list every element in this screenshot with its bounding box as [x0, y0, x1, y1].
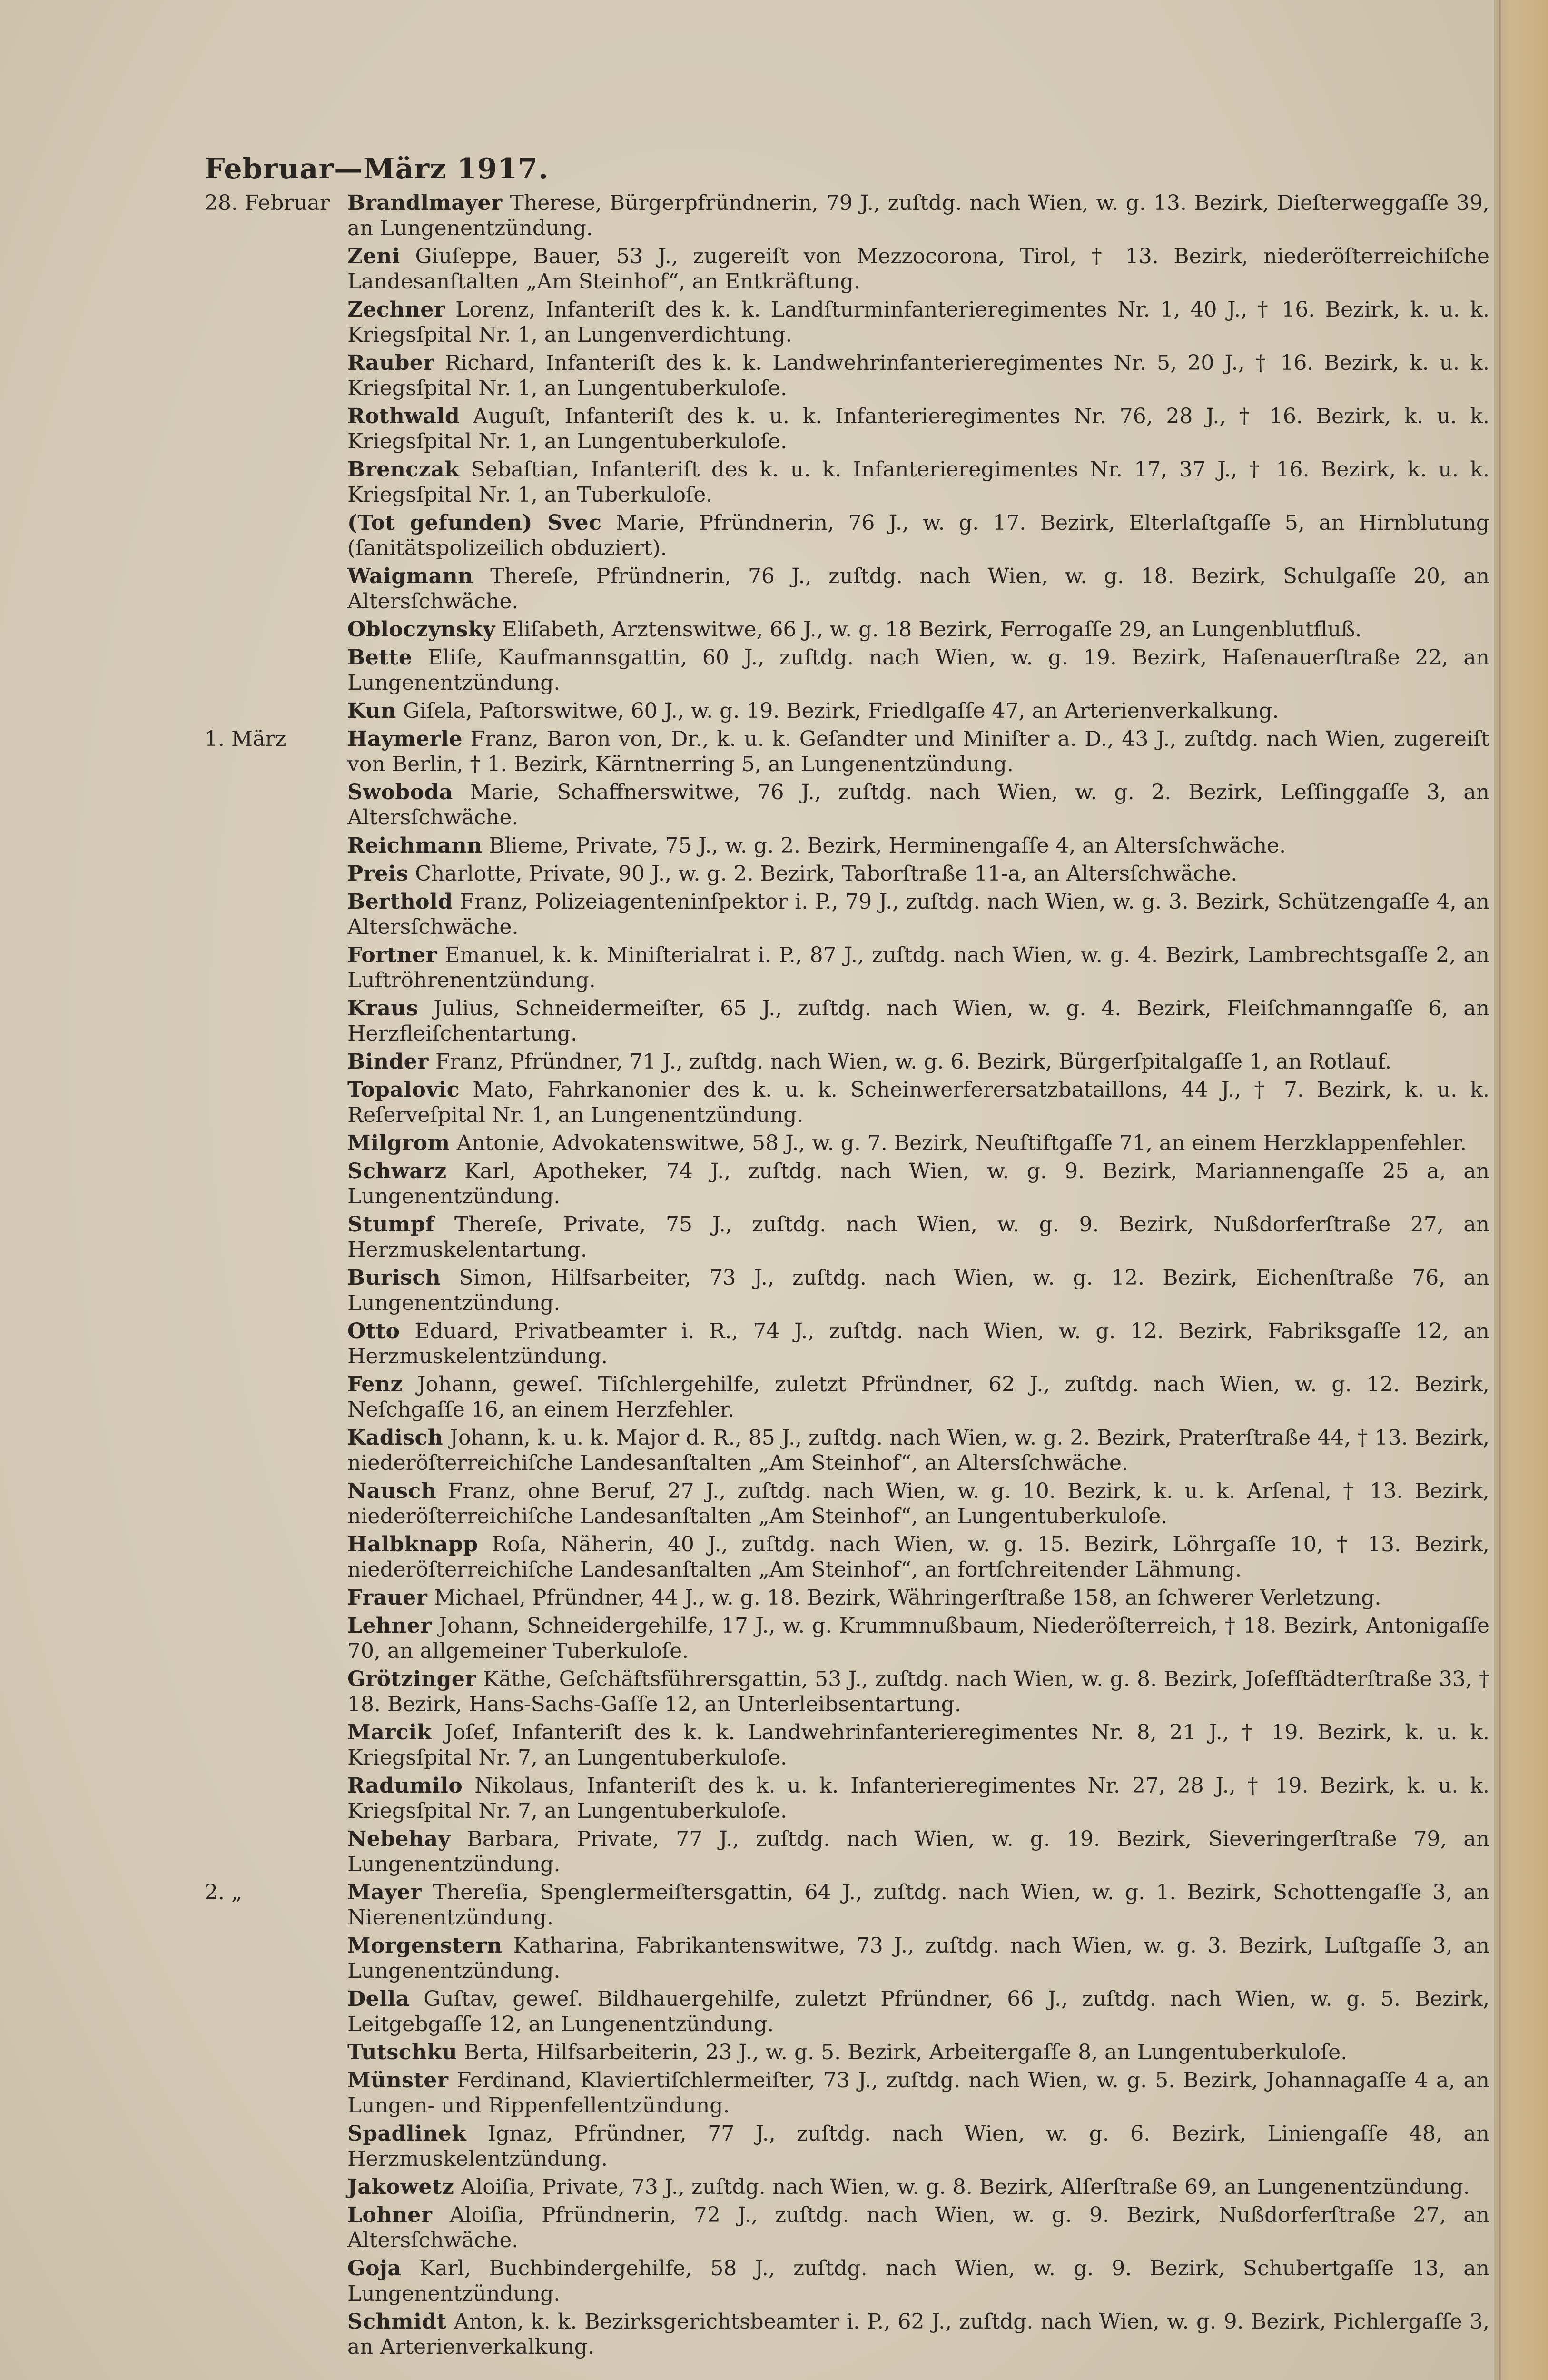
entry-description: Ignaz, Pfründner, 77 J., zuſtdg. nach Wien, w. g. 6. Bezirk, Liniengaſſe 48, an Herzmuskelentzündung.	[347, 2122, 1489, 2171]
entry-text-block	[347, 297, 1489, 347]
entry-name: Bette	[347, 645, 413, 670]
entry-name: (Tot gefunden) Svec	[347, 511, 602, 535]
entry-text-block	[347, 1666, 1489, 1717]
death-entry	[205, 404, 1489, 454]
entry-text-block	[347, 996, 1489, 1046]
death-entry	[205, 617, 1489, 642]
entry-text-block	[347, 1049, 1489, 1074]
entry-description: Mato, Fahrkanonier des k. u. k. Scheinwerferersatzbataillons, 44 J., † 7. Bezirk, k. u. k. Reſerveſpital Nr. 1, an Lungenentzündung.	[347, 1078, 1489, 1127]
entry-date: 2. „	[205, 1880, 242, 1904]
death-entry	[205, 1159, 1489, 1209]
death-entry	[205, 1532, 1489, 1582]
entry-description: Thereſe, Pfründnerin, 76 J., zuſtdg. nach Wien, w. g. 18. Bezirk, Schulgaſſe 20, an Altersſchwäche.	[347, 564, 1489, 614]
entry-text-block	[347, 1425, 1489, 1476]
entry-description: Berta, Hilfsarbeiterin, 23 J., w. g. 5. Bezirk, Arbeitergaſſe 8, an Lungentuberkuloſe.	[464, 2040, 1348, 2064]
death-entry	[205, 2256, 1489, 2306]
death-entry	[205, 2202, 1489, 2253]
death-entry	[205, 297, 1489, 347]
entry-text-block	[347, 1478, 1489, 1529]
death-entry	[205, 942, 1489, 993]
entry-text-block	[347, 889, 1489, 940]
death-entry	[205, 780, 1489, 830]
entry-description: Emanuel, k. k. Miniſterialrat i. P., 87 J., zuſtdg. nach Wien, w. g. 4. Bezirk, Lambrechtsgaſſe 2, an Luftröhrenentzündung.	[347, 943, 1489, 992]
entry-text-block	[347, 1986, 1489, 2037]
death-entry	[205, 833, 1489, 858]
entry-text-block	[347, 2068, 1489, 2118]
entry-name: Schwarz	[347, 1159, 447, 1183]
entry-date: 1. März	[205, 727, 286, 751]
entry-text-block	[347, 645, 1489, 695]
entry-text-block	[347, 1773, 1489, 1824]
entry-description: Johann, k. u. k. Major d. R., 85 J., zuſtdg. nach Wien, w. g. 2. Bezirk, Praterſtraße 44, † 13. Bezirk, niederöſterreichiſche Landesanſtalten „Am Steinhof“, an Altersſchwäche.	[347, 1426, 1489, 1475]
entry-description: Aloiſia, Private, 73 J., zuſtdg. nach Wien, w. g. 8. Bezirk, Alſerſtraße 69, an Lungenentzündung.	[461, 2175, 1470, 2199]
entry-name: Grötzinger	[347, 1667, 477, 1691]
entry-description: Franz, Baron von, Dr., k. u. k. Geſandter und Miniſter a. D., 43 J., zuſtdg. nach Wien, zugereiſt von Berlin, † 1. Bezirk, Kärntnerring 5, an Lungenentzündung.	[347, 727, 1489, 776]
death-entry	[205, 457, 1489, 507]
entry-text-block	[347, 2121, 1489, 2172]
entry-description: Nikolaus, Infanteriſt des k. u. k. Infanterieregimentes Nr. 27, 28 J., † 19. Bezirk, k. u. k. Kriegsſpital Nr. 7, an Lungentuberkuloſe.	[347, 1774, 1489, 1823]
death-entry	[205, 1319, 1489, 1369]
entry-description: Karl, Buchbindergehilfe, 58 J., zuſtdg. nach Wien, w. g. 9. Bezirk, Schubertgaſſe 13, an Lungenentzündung.	[347, 2256, 1489, 2306]
entry-name: Lehner	[347, 1614, 432, 1638]
page-edge-line	[1499, 0, 1501, 2380]
entry-name: Tutschku	[347, 2040, 458, 2064]
death-entry	[205, 510, 1489, 561]
entry-text-block	[347, 1372, 1489, 1422]
entry-name: Waigmann	[347, 564, 473, 588]
entry-text-block	[347, 404, 1489, 454]
death-entry	[205, 564, 1489, 614]
entry-name: Jakowetz	[347, 2175, 454, 2199]
entry-text-block	[347, 1077, 1489, 1128]
death-entry	[205, 726, 1489, 777]
death-entry	[205, 1585, 1489, 1610]
entry-text-block	[347, 190, 1489, 241]
entry-description: Franz, Pfründner, 71 J., zuſtdg. nach Wien, w. g. 6. Bezirk, Bürgerſpitalgaſſe 1, an Rotlauf.	[435, 1050, 1392, 1074]
entry-text-block	[347, 698, 1489, 724]
entry-text-block	[347, 1212, 1489, 1262]
entry-text-block	[347, 350, 1489, 401]
entry-text-block	[347, 564, 1489, 614]
death-entry	[205, 2121, 1489, 2172]
death-entry	[205, 861, 1489, 886]
entry-date: 28. Februar	[205, 191, 330, 215]
entry-text-block	[347, 2174, 1489, 2200]
death-entry	[205, 190, 1489, 241]
entry-text-block	[347, 1319, 1489, 1369]
death-entry	[205, 1265, 1489, 1316]
entry-name: Zeni	[347, 244, 400, 268]
entry-text-block	[347, 1130, 1489, 1156]
entry-name: Haymerle	[347, 727, 463, 751]
entry-text-block	[347, 1826, 1489, 1877]
entry-name: Binder	[347, 1050, 429, 1074]
death-entry	[205, 1372, 1489, 1422]
entry-text-block	[347, 244, 1489, 294]
entry-text-block	[347, 861, 1489, 886]
entry-text-block	[347, 510, 1489, 561]
entry-name: Mayer	[347, 1880, 422, 1904]
register-content	[205, 152, 1489, 2360]
death-entry	[205, 1130, 1489, 1156]
entry-name: Goja	[347, 2256, 402, 2281]
death-entry	[205, 2174, 1489, 2200]
entry-description: Karl, Apotheker, 74 J., zuſtdg. nach Wien, w. g. 9. Bezirk, Mariannengaſſe 25 a, an Lungenentzündung.	[347, 1159, 1489, 1209]
entry-name: Brenczak	[347, 457, 460, 482]
entry-description: Franz, Polizeiagenteninſpektor i. P., 79 J., zuſtdg. nach Wien, w. g. 3. Bezirk, Schützengaſſe 4, an Altersſchwäche.	[347, 890, 1489, 939]
entry-text-block	[347, 726, 1489, 777]
entry-name: Milgrom	[347, 1131, 450, 1155]
entry-description: Thereſe, Private, 75 J., zuſtdg. nach Wien, w. g. 9. Bezirk, Nußdorferſtraße 27, an Herzmuskelentartung.	[347, 1212, 1489, 1262]
death-entry	[205, 1933, 1489, 1983]
entry-text-block	[347, 1532, 1489, 1582]
entry-text-block	[347, 780, 1489, 830]
entry-name: Rauber	[347, 351, 435, 375]
entry-name: Preis	[347, 862, 409, 886]
entry-name: Spadlinek	[347, 2122, 467, 2146]
entry-text-block	[347, 2256, 1489, 2306]
entry-description: Julius, Schneidermeiſter, 65 J., zuſtdg. nach Wien, w. g. 4. Bezirk, Fleiſchmanngaſſe 6, an Herzfleiſchentartung.	[347, 996, 1489, 1046]
entry-text-block	[347, 2202, 1489, 2253]
entry-name: Radumilo	[347, 1774, 463, 1798]
entry-description: Aloiſia, Pfründnerin, 72 J., zuſtdg. nach Wien, w. g. 9. Bezirk, Nußdorferſtraße 27, an Altersſchwäche.	[347, 2203, 1489, 2252]
entry-name: Fortner	[347, 943, 437, 967]
entry-text-block	[347, 1880, 1489, 1930]
entry-list	[205, 190, 1489, 2360]
death-entry	[205, 645, 1489, 695]
entry-text-block	[347, 2309, 1489, 2360]
entry-description: Eliſabeth, Arztenswitwe, 66 J., w. g. 18 Bezirk, Ferrogaſſe 29, an Lungenblutfluß.	[502, 617, 1362, 642]
entry-description: Joſef, Infanteriſt des k. k. Landwehrinfanterieregimentes Nr. 8, 21 J., † 19. Bezirk, k. u. k. Kriegsſpital Nr. 7, an Lungentuberkuloſe.	[347, 1720, 1489, 1770]
entry-name: Nebehay	[347, 1827, 451, 1851]
death-entry	[205, 1049, 1489, 1074]
death-entry	[205, 350, 1489, 401]
entry-text-block	[347, 1933, 1489, 1983]
entry-text-block	[347, 617, 1489, 642]
death-entry	[205, 996, 1489, 1046]
entry-description: Lorenz, Infanteriſt des k. k. Landſturminfanterieregimentes Nr. 1, 40 J., † 16. Bezirk, k. u. k. Kriegsſpital Nr. 1, an Lungenverdichtung.	[347, 298, 1489, 347]
entry-name: Lohner	[347, 2203, 433, 2227]
page-heading: Februar—März 1917.	[205, 152, 549, 186]
entry-description: Sebaſtian, Infanteriſt des k. u. k. Infanterieregimentes Nr. 17, 37 J., † 16. Bezirk, k. u. k. Kriegsſpital Nr. 1, an Tuberkuloſe.	[347, 457, 1489, 507]
entry-name: Burisch	[347, 1266, 441, 1290]
entry-text-block	[347, 1613, 1489, 1664]
entry-name: Stumpf	[347, 1212, 435, 1237]
death-entry	[205, 1212, 1489, 1262]
entry-text-block	[347, 1585, 1489, 1610]
entry-name: Brandlmayer	[347, 191, 503, 215]
entry-description: Therese, Bürgerpfründnerin, 79 J., zuſtdg. nach Wien, w. g. 13. Bezirk, Dieſterweggaſſe 39, an Lungenentzündung.	[347, 191, 1489, 240]
entry-name: Fenz	[347, 1372, 403, 1397]
entry-description: Guſtav, geweſ. Bildhauergehilfe, zuletzt Pfründner, 66 J., zuſtdg. nach Wien, w. g. 5. Bezirk, Leitgebgaſſe 12, an Lungenentzündung.	[347, 1987, 1489, 2036]
entry-description: Johann, geweſ. Tiſchlergehilfe, zuletzt Pfründner, 62 J., zuſtdg. nach Wien, w. g. 12. Bezirk, Neſchgaſſe 16, an einem Herzfehler.	[347, 1372, 1489, 1422]
death-entry	[205, 1826, 1489, 1877]
death-entry	[205, 2068, 1489, 2118]
death-entry	[205, 1613, 1489, 1664]
entry-text-block	[347, 457, 1489, 507]
entry-name: Kadisch	[347, 1426, 444, 1450]
entry-name: Berthold	[347, 890, 453, 914]
entry-name: Kraus	[347, 996, 419, 1021]
entry-name: Schmidt	[347, 2310, 447, 2334]
death-entry	[205, 698, 1489, 724]
entry-description: Auguſt, Infanteriſt des k. u. k. Infanterieregimentes Nr. 76, 28 J., † 16. Bezirk, k. u. k. Kriegsſpital Nr. 1, an Lungentuberkuloſe.	[347, 404, 1489, 454]
entry-description: Ferdinand, Klaviertiſchlermeiſter, 73 J., zuſtdg. nach Wien, w. g. 5. Bezirk, Johannagaſſe 4 a, an Lungen- und Rippenfellentzündung.	[347, 2068, 1489, 2118]
entry-description: Eliſe, Kaufmannsgattin, 60 J., zuſtdg. nach Wien, w. g. 19. Bezirk, Haſenauerſtraße 22, an Lungenentzündung.	[347, 645, 1489, 695]
entry-description: Antonie, Advokatenswitwe, 58 J., w. g. 7. Bezirk, Neuſtiftgaſſe 71, an einem Herzklappenfehler.	[456, 1131, 1467, 1155]
entry-text-block	[347, 1720, 1489, 1770]
entry-text-block	[347, 2040, 1489, 2065]
page-binding-edge	[1494, 0, 1548, 2380]
death-entry	[205, 1880, 1489, 1930]
entry-description: Katharina, Fabrikantenswitwe, 73 J., zuſtdg. nach Wien, w. g. 3. Bezirk, Luſtgaſſe 3, an Lungenentzündung.	[347, 1934, 1489, 1983]
entry-description: Michael, Pfründner, 44 J., w. g. 18. Bezirk, Währingerſtraße 158, an ſchwerer Verletzung.	[434, 1586, 1381, 1610]
death-entry	[205, 2309, 1489, 2360]
death-entry	[205, 1077, 1489, 1128]
entry-description: Marie, Schaffnerswitwe, 76 J., zuſtdg. nach Wien, w. g. 2. Bezirk, Leſſinggaſſe 3, an Altersſchwäche.	[347, 780, 1489, 830]
death-entry	[205, 1986, 1489, 2037]
entry-name: Morgenstern	[347, 1934, 503, 1958]
death-entry	[205, 244, 1489, 294]
entry-description: Giſela, Paſtorswitwe, 60 J., w. g. 19. Bezirk, Friedlgaſſe 47, an Arterienverkalkung.	[403, 699, 1279, 723]
entry-description: Anton, k. k. Bezirksgerichtsbeamter i. P., 62 J., zuſtdg. nach Wien, w. g. 9. Bezirk, Pichlergaſſe 3, an Arterienverkalkung.	[347, 2310, 1489, 2359]
entry-name: Rothwald	[347, 404, 460, 428]
entry-name: Otto	[347, 1319, 400, 1343]
entry-description: Eduard, Privatbeamter i. R., 74 J., zuſtdg. nach Wien, w. g. 12. Bezirk, Fabriksgaſſe 12, an Herzmuskelentzündung.	[347, 1319, 1489, 1368]
entry-name: Marcik	[347, 1720, 432, 1745]
death-entry	[205, 1478, 1489, 1529]
entry-description: Barbara, Private, 77 J., zuſtdg. nach Wien, w. g. 19. Bezirk, Sieveringerſtraße 79, an Lungenentzündung.	[347, 1827, 1489, 1876]
entry-description: Blieme, Private, 75 J., w. g. 2. Bezirk, Herminengaſſe 4, an Altersſchwäche.	[489, 833, 1286, 858]
entry-name: Swoboda	[347, 780, 453, 804]
entry-name: Topalovic	[347, 1078, 460, 1102]
entry-description: Richard, Infanteriſt des k. k. Landwehrinfanterieregimentes Nr. 5, 20 J., † 16. Bezirk, k. u. k. Kriegsſpital Nr. 1, an Lungentuberkuloſe.	[347, 351, 1489, 400]
entry-text-block	[347, 1159, 1489, 1209]
death-entry	[205, 1666, 1489, 1717]
entry-name: Nausch	[347, 1479, 437, 1503]
entry-description: Marie, Pfründnerin, 76 J., w. g. 17. Bezirk, Elterlaſtgaſſe 5, an Hirnblutung (ſanitätspolizeilich obduziert).	[347, 511, 1489, 560]
entry-description: Käthe, Geſchäftsführersgattin, 53 J., zuſtdg. nach Wien, w. g. 8. Bezirk, Joſefſtädterſtraße 33, † 18. Bezirk, Hans-Sachs-Gaſſe 12, an Unterleibsentartung.	[347, 1667, 1490, 1716]
entry-name: Della	[347, 1987, 410, 2011]
entry-name: Halbknapp	[347, 1532, 478, 1557]
entry-name: Frauer	[347, 1586, 428, 1610]
death-entry	[205, 1773, 1489, 1824]
entry-name: Reichmann	[347, 833, 483, 858]
entry-description: Simon, Hilfsarbeiter, 73 J., zuſtdg. nach Wien, w. g. 12. Bezirk, Eichenſtraße 76, an Lungenentzündung.	[347, 1266, 1489, 1315]
entry-description: Charlotte, Private, 90 J., w. g. 2. Bezirk, Taborſtraße 11-a, an Altersſchwäche.	[415, 862, 1238, 886]
death-entry	[205, 1425, 1489, 1476]
entry-name: Kun	[347, 699, 396, 723]
entry-name: Obloczynsky	[347, 617, 495, 642]
entry-description: Franz, ohne Beruf, 27 J., zuſtdg. nach Wien, w. g. 10. Bezirk, k. u. k. Arſenal, † 13. Bezirk, niederöſterreichiſche Landesanſtalten „Am Steinhof“, an Lungentuberkuloſe.	[347, 1479, 1489, 1528]
entry-text-block	[347, 942, 1489, 993]
entry-text-block	[347, 1265, 1489, 1316]
entry-description: Giuſeppe, Bauer, 53 J., zugereiſt von Mezzocorona, Tirol, † 13. Bezirk, niederöſterreichiſche Landesanſtalten „Am Steinhof“, an Entkräftung.	[347, 244, 1489, 294]
entry-description: Johann, Schneidergehilfe, 17 J., w. g. Krummnußbaum, Niederöſterreich, † 18. Bezirk, Antonigaſſe 70, an allgemeiner Tuberkuloſe.	[347, 1614, 1489, 1663]
death-entry	[205, 1720, 1489, 1770]
entry-text-block	[347, 833, 1489, 858]
death-entry	[205, 889, 1489, 940]
death-entry	[205, 2040, 1489, 2065]
entry-name: Münster	[347, 2068, 449, 2092]
entry-description: Thereſia, Spenglermeiſtersgattin, 64 J., zuſtdg. nach Wien, w. g. 1. Bezirk, Schottengaſſe 3, an Nierenentzündung.	[347, 1880, 1489, 1930]
entry-name: Zechner	[347, 298, 445, 322]
entry-description: Roſa, Näherin, 40 J., zuſtdg. nach Wien, w. g. 15. Bezirk, Löhrgaſſe 10, † 13. Bezirk, niederöſterreichiſche Landesanſtalten „Am Steinhof“, an fortſchreitender Lähmung.	[347, 1532, 1489, 1582]
